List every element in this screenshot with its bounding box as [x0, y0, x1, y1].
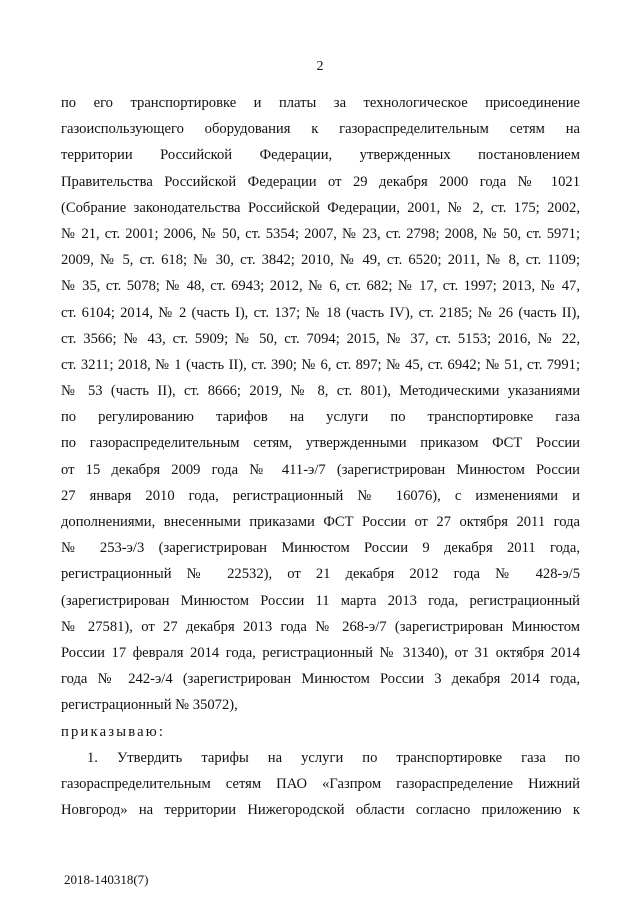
- text-line: по его транспортировке и платы за технологическое присоединение: [61, 95, 580, 111]
- text-line: регистрационный № 22532), от 21 декабря 2012 года № 428-э/5: [61, 566, 580, 583]
- text-line: Правительства Российской Федерации от 29 декабря 2000 года № 1021: [61, 173, 580, 190]
- document-code: 2018-140318(7): [64, 872, 149, 887]
- text-line: № 21, ст. 2001; 2006, № 50, ст. 5354; 2007, № 23, ст. 2798; 2008, № 50, ст. 5971;: [61, 225, 580, 242]
- text-line: территории Российской Федерации, утвержденных постановлением: [61, 147, 580, 164]
- text-line: от 15 декабря 2009 года № 411-э/7 (зарегистрирован Минюстом России: [61, 461, 580, 478]
- order-heading: приказываю:: [61, 723, 166, 740]
- text-line: газоиспользующего оборудования к газораспределительным сетям на: [61, 121, 580, 138]
- text-line: по регулированию тарифов на услуги по транспортировке газа: [61, 409, 580, 426]
- text-line: ст. 6104; 2014, № 2 (часть I), ст. 137; № 18 (часть IV), ст. 2185; № 26 (часть II),: [61, 304, 580, 321]
- text-line: России 17 февраля 2014 года, регистрационный № 31340), от 31 октября 2014: [61, 644, 580, 661]
- page-number: 2: [316, 59, 324, 74]
- text-line: года № 242-э/4 (зарегистрирован Минюстом России 3 декабря 2014 года,: [61, 671, 580, 688]
- text-line: № 253-э/3 (зарегистрирован Минюстом России 9 декабря 2011 года,: [61, 540, 580, 557]
- text-line: ст. 3211; 2018, № 1 (часть II), ст. 390; № 6, ст. 897; № 45, ст. 6942; № 51, ст. 7991;: [61, 356, 580, 373]
- document-body: [61, 90, 580, 823]
- text-line: газораспределительным сетям ПАО «Газпром газораспределение Нижний: [61, 775, 580, 792]
- text-line: № 53 (часть II), ст. 8666; 2019, № 8, ст. 801), Методическими указаниями: [61, 383, 580, 400]
- text-line: (Собрание законодательства Российской Федерации, 2001, № 2, ст. 175; 2002,: [61, 199, 580, 216]
- order-item-1: 1. Утвердить тарифы на услуги по транспортировке газа по: [87, 749, 580, 766]
- text-line: по газораспределительным сетям, утвержденными приказом ФСТ России: [61, 435, 580, 452]
- text-line: дополнениями, внесенными приказами ФСТ России от 27 октября 2011 года: [61, 514, 580, 530]
- text-line: (зарегистрирован Минюстом России 11 марта 2013 года, регистрационный: [61, 592, 580, 609]
- text-line: № 35, ст. 5078; № 48, ст. 6943; 2012, № 6, ст. 682; № 17, ст. 1997; 2013, № 47,: [61, 278, 580, 295]
- text-line: № 27581), от 27 декабря 2013 года № 268-э/7 (зарегистрирован Минюстом: [61, 618, 580, 635]
- text-line: ст. 3566; № 43, ст. 5909; № 50, ст. 7094; 2015, № 37, ст. 5153; 2016, № 22,: [61, 330, 580, 347]
- text-line: Новгород» на территории Нижегородской области согласно приложению к: [61, 802, 580, 819]
- text-line: регистрационный № 35072),: [61, 697, 238, 714]
- text-line: 27 января 2010 года, регистрационный № 16076), с изменениями и: [61, 487, 580, 504]
- text-line: 2009, № 5, ст. 618; № 30, ст. 3842; 2010, № 49, ст. 6520; 2011, № 8, ст. 1109;: [61, 252, 580, 269]
